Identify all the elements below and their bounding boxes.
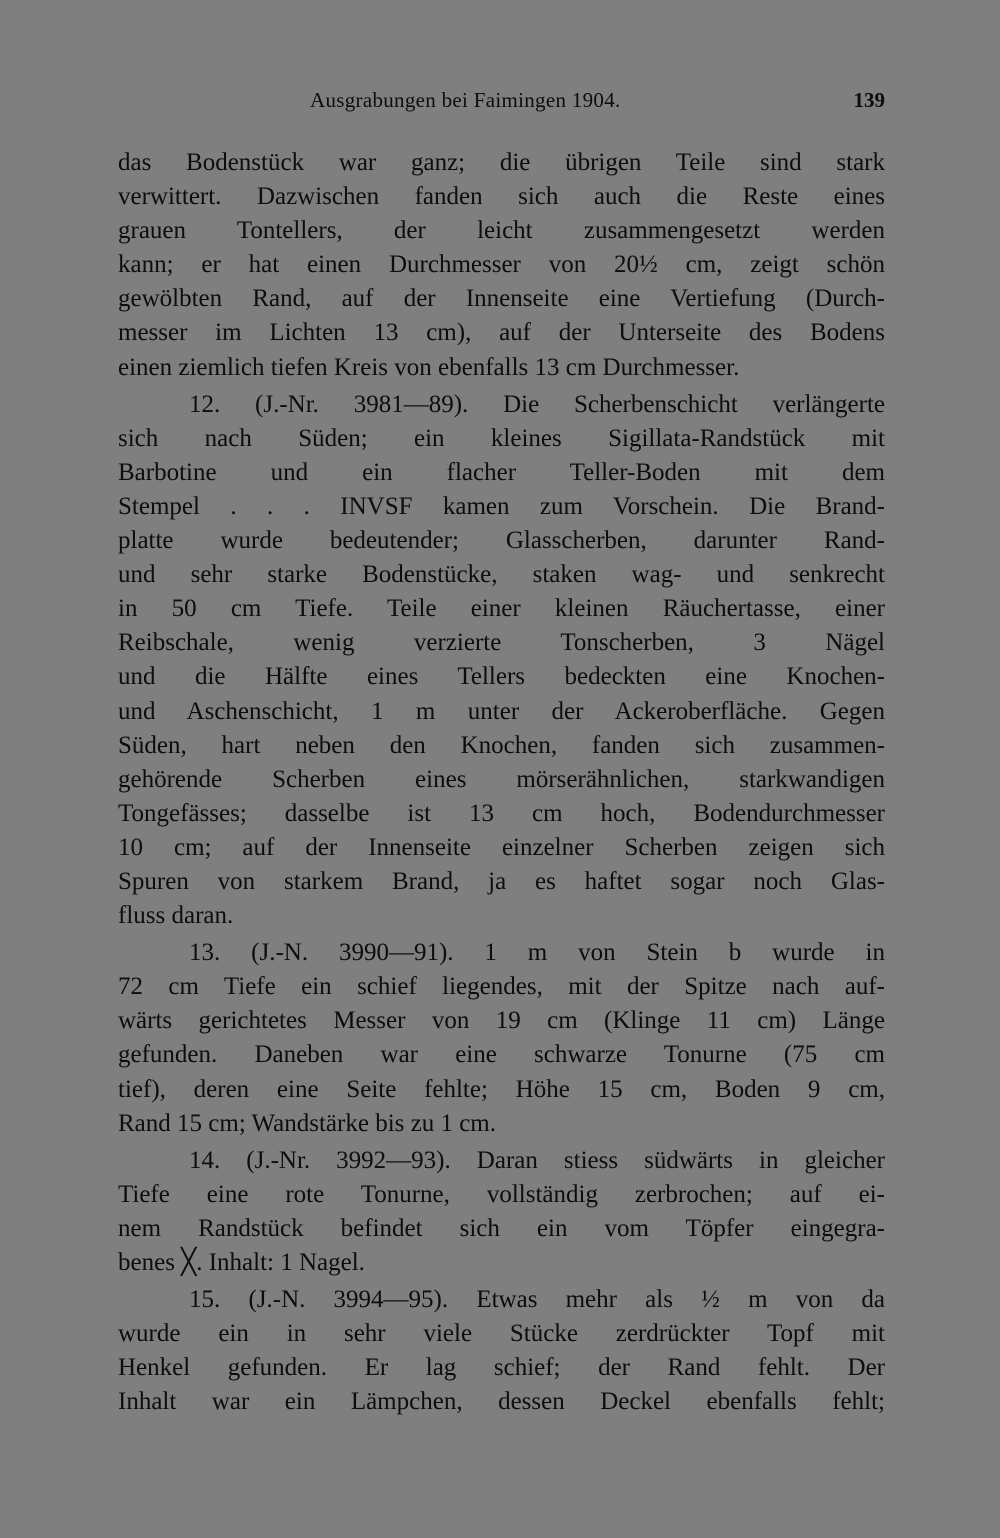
- text-line: verwittert. Dazwischen fanden sich auch die Reste eines: [118, 183, 885, 211]
- text-line: gewölbten Rand, auf der Innenseite eine Vertiefung (Durch-: [118, 285, 885, 313]
- text-line: und sehr starke Bodenstücke, staken wag- und senkrecht: [118, 561, 885, 589]
- text-line: Rand 15 cm; Wandstärke bis zu 1 cm.: [118, 1109, 497, 1137]
- text-line: Stempel . . . INVSF kamen zum Vorschein. Die Brand-: [118, 492, 885, 520]
- text-line: Süden, hart neben den Knochen, fanden sich zusammen-: [118, 731, 885, 759]
- text-line: gefunden. Daneben war eine schwarze Tonurne (75 cm: [118, 1041, 885, 1069]
- text-line: das Bodenstück war ganz; die übrigen Teile sind stark: [118, 149, 885, 176]
- text-line: Tiefe eine rote Tonurne, vollständig zerbrochen; auf ei-: [118, 1180, 885, 1208]
- text-line: Tongefässes; dasselbe ist 13 cm hoch, Bodendurchmesser: [118, 799, 885, 827]
- text-line: Spuren von starkem Brand, ja es haftet sogar noch Glas-: [118, 867, 885, 895]
- text-line: grauen Tontellers, der leicht zusammengesetzt werden: [118, 217, 885, 245]
- running-header: [118, 88, 885, 118]
- text-line: und Aschenschicht, 1 m unter der Ackeroberfläche. Gegen: [118, 697, 885, 725]
- text-line: benes ╳. Inhalt: 1 Nagel.: [118, 1249, 365, 1276]
- running-title: Ausgrabungen bei Faimingen 1904.: [310, 88, 621, 112]
- text-line: einen ziemlich tiefen Kreis von ebenfalls 13 cm Durchmesser.: [118, 353, 740, 381]
- text-line: Barbotine und ein flacher Teller-Boden mit dem: [118, 458, 885, 486]
- text-line: 12. (J.-Nr. 3981—89). Die Scherbenschicht verlängerte: [189, 390, 885, 418]
- text-line: 14. (J.-Nr. 3992—93). Daran stiess südwärts in gleicher: [189, 1146, 885, 1174]
- text-line: in 50 cm Tiefe. Teile einer kleinen Räuchertasse, einer: [118, 595, 885, 623]
- text-line: platte wurde bedeutender; Glasscherben, darunter Rand-: [118, 527, 885, 555]
- text-line: 13. (J.-N. 3990—91). 1 m von Stein b wurde in: [189, 939, 885, 967]
- text-line: Inhalt war ein Lämpchen, dessen Deckel ebenfalls fehlt;: [118, 1388, 885, 1416]
- text-line: wurde ein in sehr viele Stücke zerdrückter Topf mit: [118, 1320, 885, 1348]
- body-text: [118, 146, 885, 1419]
- text-line: 72 cm Tiefe ein schief liegendes, mit der Spitze nach auf-: [118, 973, 885, 1001]
- text-line: Reibschale, wenig verzierte Tonscherben, 3 Nägel: [118, 629, 885, 657]
- text-line: Henkel gefunden. Er lag schief; der Rand fehlt. Der: [118, 1354, 885, 1382]
- page-number: 139: [853, 88, 885, 112]
- text-line: tief), deren eine Seite fehlte; Höhe 15 cm, Boden 9 cm,: [118, 1075, 885, 1103]
- text-line: und die Hälfte eines Tellers bedeckten eine Knochen-: [118, 663, 885, 691]
- text-line: gehörende Scherben eines mörserähnlichen, starkwandigen: [118, 765, 885, 793]
- text-line: wärts gerichtetes Messer von 19 cm (Klinge 11 cm) Länge: [118, 1007, 885, 1035]
- text-line: fluss daran.: [118, 902, 234, 930]
- text-line: kann; er hat einen Durchmesser von 20½ cm, zeigt schön: [118, 251, 885, 279]
- text-line: nem Randstück befindet sich ein vom Töpfer eingegra-: [118, 1214, 885, 1242]
- text-line: sich nach Süden; ein kleines Sigillata-Randstück mit: [118, 424, 885, 452]
- text-line: 10 cm; auf der Innenseite einzelner Scherben zeigen sich: [118, 833, 885, 861]
- text-line: 15. (J.-N. 3994—95). Etwas mehr als ½ m von da: [189, 1286, 885, 1314]
- text-line: messer im Lichten 13 cm), auf der Unterseite des Bodens: [118, 319, 885, 347]
